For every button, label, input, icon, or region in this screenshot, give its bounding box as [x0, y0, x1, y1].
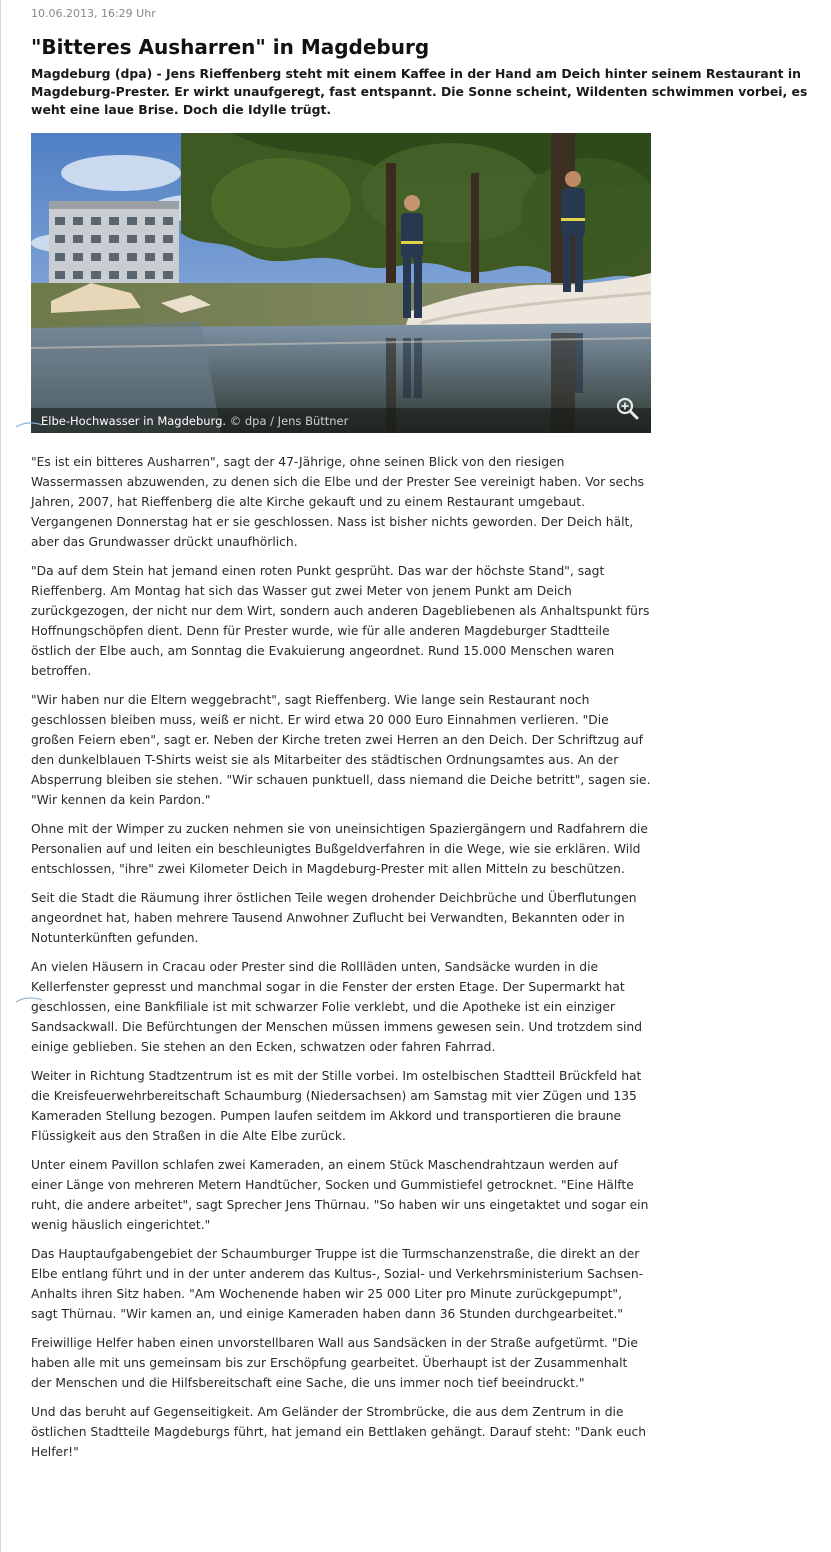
article-headline: "Bitteres Ausharren" in Magdeburg: [31, 35, 430, 59]
article-lead: Magdeburg (dpa) - Jens Rieffenberg steht mit einem Kaffee in der Hand am Deich hinter seinem Restaurant in Magdeburg-Prester. Er wirkt unaufgeregt, fast entspannt. Die Sonne scheint, Wildenten schwimmen vorbei, es weht eine laue Brise. Doch die Idylle trügt.: [31, 66, 808, 117]
photo-caption-bar: [31, 408, 651, 433]
photo-zoom-button[interactable]: [613, 394, 641, 422]
flood-photo-illustration: [31, 133, 651, 433]
photo-credit: © dpa / Jens Büttner: [229, 414, 349, 428]
article-paragraph: "Es ist ein bitteres Ausharren", sagt der 47-Jährige, ohne seinen Blick von den riesigen Wassermassen abzuwenden, zu denen sich die Elbe und der Prester See vereinigt haben. Vor sechs Jahren, 2007, hat Rieffenberg die alte Kirche gekauft und zu einem Restaurant umgebaut. Vergangenen Donnerstag hat er sie geschlossen. Nass ist bisher nichts geworden. Der Deich hält, aber das Grundwasser drückt unaufhörlich.: [31, 455, 645, 549]
photo-caption: [41, 414, 348, 428]
article-paragraph: Seit die Stadt die Räumung ihrer östlichen Teile wegen drohender Deichbrüche und Überflutungen angeordnet hat, haben mehrere Tausend Anwohner Zuflucht bei Verwandten, Bekannten oder in Notunterkünften gefunden.: [31, 891, 637, 945]
article-photo[interactable]: [31, 133, 651, 433]
page-left-border: [0, 0, 1, 1552]
article-body: [31, 452, 651, 1471]
magnifier-plus-icon: [613, 394, 641, 422]
article-paragraph: "Wir haben nur die Eltern weggebracht", sagt Rieffenberg. Wie lange sein Restaurant noch geschlossen bleiben muss, weiß er nicht. Er wird etwa 20 000 Euro Einnahmen verlieren. "Die großen Feiern eben", sagt er. Neben der Kirche treten zwei Herren an den Deich. Der Schriftzug auf den dunkelblauen T-Shirts weist sie als Mitarbeiter des städtischen Ordnungsamtes aus. An der Absperrung bleiben sie stehen. "Wir schauen punktuell, dass niemand die Deiche betritt", sagen sie. "Wir kennen da kein Pardon.": [31, 693, 651, 807]
article-paragraph: Unter einem Pavillon schlafen zwei Kameraden, an einem Stück Maschendrahtzaun werden auf einer Länge von mehreren Metern Handtücher, Socken und Gummistiefel getrocknet. "Eine Hälfte ruht, die andere arbeitet", sagt Sprecher Jens Thürnau. "So haben wir uns eingetaktet und sogar ein wenig häuslich eingerichtet.": [31, 1158, 649, 1232]
article-paragraph: Das Hauptaufgabengebiet der Schaumburger Truppe ist die Turmschanzenstraße, die direkt an der Elbe entlang führt und in der unter anderem das Kultus-, Sozial- und Verkehrsministerium Sachsen-Anhalts ihren Sitz haben. "Am Wochenende haben wir 25 000 Liter pro Minute zurückgepumpt", sagt Thürnau. "Wir kamen an, und einige Kameraden haben dann 36 Stunden durchgearbeitet.": [31, 1247, 644, 1321]
article-paragraph: Und das beruht auf Gegenseitigkeit. Am Geländer der Strombrücke, die aus dem Zentrum in die östlichen Stadtteile Magdeburgs führt, hat jemand ein Bettlaken gehängt. Darauf steht: "Dank euch Helfer!": [31, 1405, 647, 1459]
article-paragraph: Freiwillige Helfer haben einen unvorstellbaren Wall aus Sandsäcken in der Straße aufgetürmt. "Die haben alle mit uns gemeinsam bis zur Erschöpfung gearbeitet. Überhaupt ist der Zusammenhalt der Menschen und die Hilfsbereitschaft eine Sache, die uns immer noch tief beeindruckt.": [31, 1336, 638, 1390]
article-paragraph: Weiter in Richtung Stadtzentrum ist es mit der Stille vorbei. Im ostelbischen Stadtteil Brückfeld hat die Kreisfeuerwehrbereitschaft Schaumburg (Niedersachsen) am Samstag mit vier Zügen und 135 Kameraden Stellung bezogen. Pumpen laufen seitdem im Akkord und transportieren die braune Flüssigkeit aus den Straßen in die Alte Elbe zurück.: [31, 1069, 642, 1143]
decorative-swoosh: [16, 997, 42, 1003]
article-paragraph: "Da auf dem Stein hat jemand einen roten Punkt gesprüht. Das war der höchste Stand", sagt Rieffenberg. Am Montag hat sich das Wasser gut zwei Meter von jenem Punkt am Deich zurückgezogen, der nicht nur dem Wirt, sondern auch anderen Dagebliebenen als Anhaltspunkt fürs Hoffnungschöpfen dient. Denn für Prester wurde, wie für alle anderen Magdeburger Stadtteile östlich der Elbe auch, am Sonntag die Evakuierung angeordnet. Rund 15.000 Menschen waren betroffen.: [31, 564, 650, 678]
article-paragraph: An vielen Häusern in Cracau oder Prester sind die Rollläden unten, Sandsäcke wurden in die Kellerfenster gepresst und manchmal sogar in die Fenster der ersten Etage. Der Supermarkt hat geschlossen, eine Bankfiliale ist mit schwarzer Folie verklebt, und die Apotheke ist ein einziger Sandsackwall. Die Befürchtungen der Menschen müssen immens gewesen sein. Und trotzdem sind einige geblieben. Sie stehen an den Ecken, schwatzen oder fahren Fahrrad.: [31, 960, 643, 1054]
article-timestamp: 10.06.2013, 16:29 Uhr: [31, 7, 156, 20]
article-paragraph: Ohne mit der Wimper zu zucken nehmen sie von uneinsichtigen Spaziergängern und Radfahrern die Personalien auf und leiten ein beschleunigtes Bußgeldverfahren in die Wege, wie sie erklären. Wild entschlossen, "ihre" zwei Kilometer Deich in Magdeburg-Prester mit allen Mitteln zu beschützen.: [31, 822, 648, 876]
decorative-swoosh: [16, 422, 42, 428]
photo-caption-text: Elbe-Hochwasser in Magdeburg.: [41, 414, 227, 428]
